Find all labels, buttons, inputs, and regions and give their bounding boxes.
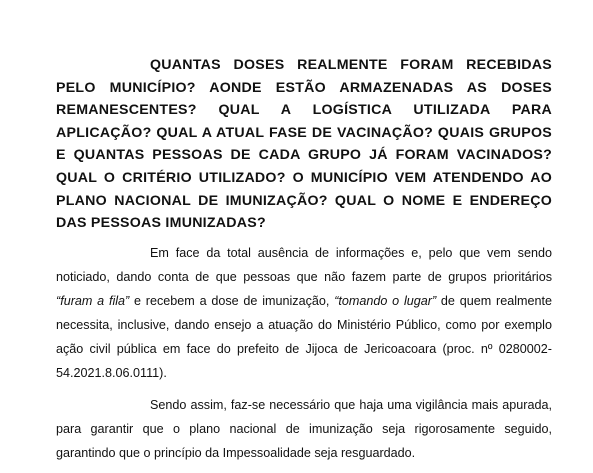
paragraph-vigilance: Sendo assim, faz-se necessário que haja uma vigilância mais apurada, para garantir que o plano nacional de imunização seja rigorosamente seguido, garantindo que o princípio da Impessoalidade seja resguardado.	[56, 397, 552, 460]
document-heading: QUANTAS DOSES REALMENTE FORAM RECEBIDAS PELO MUNICÍPIO? AONDE ESTÃO ARMAZENADAS AS DOSES REMANESCENTES? QUAL A LOGÍSTICA UTILIZADA PARA APLICAÇÃO? QUAL A ATUAL FASE DE VACINAÇÃO? QUAIS GRUPOS E QUANTAS PESSOAS DE CADA GRUPO JÁ FORAM VACINADOS? QUAL O CRITÉRIO UTILIZADO? O MUNICÍPIO VEM ATENDENDO AO PLANO NACIONAL DE IMUNIZAÇÃO? QUAL O NOME E ENDEREÇO DAS PESSOAS IMUNIZADAS?	[56, 57, 552, 232]
paragraph1-text-2: e recebem a dose de imunização,	[129, 293, 335, 308]
quote-furam-a-fila: “furam a fila”	[56, 293, 130, 308]
document-page	[56, 54, 552, 473]
paragraph1-text-1: Em face da total ausência de informações e, pelo que vem sendo noticiado, dando conta de que pessoas que não fazem parte de grupos prioritários	[56, 245, 552, 284]
quote-tomando-o-lugar: “tomando o lugar”	[334, 293, 437, 308]
paragraph1-text-3: de quem realmente necessita, inclusive, dando ensejo a atuação do Ministério Público, como por exemplo ação civil pública em face do prefeito de Jijoca de Jericoacoara (proc. nº 0280002-54.2021.8.06.0111).	[56, 293, 552, 380]
paragraph-information-absence	[56, 241, 552, 385]
